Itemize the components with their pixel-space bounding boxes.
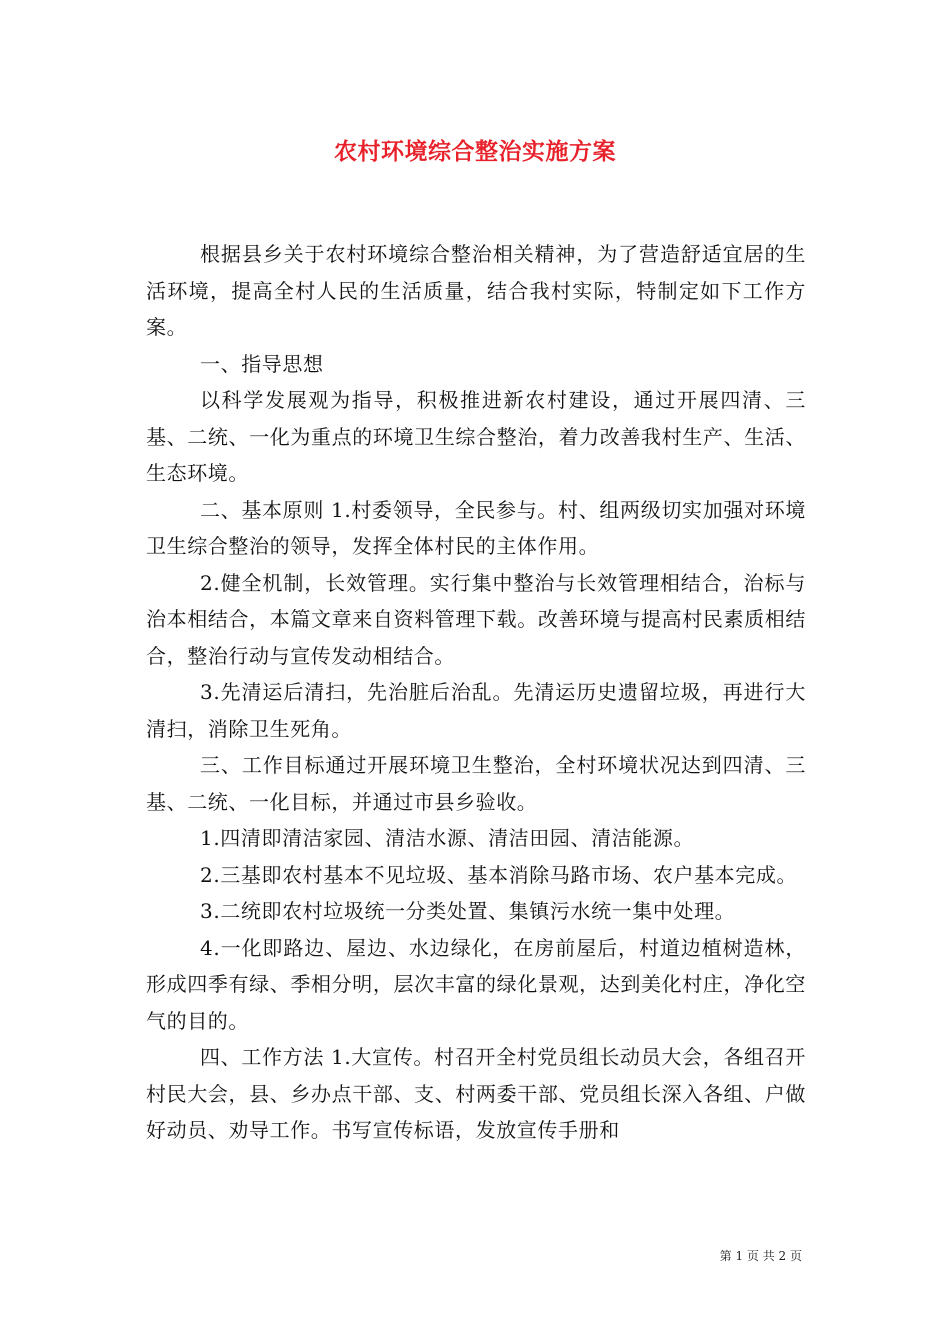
paragraph-basic-principles: 二、基本原则 1.村委领导，全民参与。村、组两级切实加强对环境卫生综合整治的领导，发挥全体村民的主体作用。 — [146, 497, 806, 558]
section-heading-guiding-ideology: 一、指导思想 — [200, 351, 324, 376]
paragraph-goal-1: 1.四清即清洁家园、清洁水源、清洁田园、清洁能源。 — [200, 826, 695, 850]
paragraph-work-goals: 三、工作目标通过开展环境卫生整治，全村环境状况达到四清、三基、二统、一化目标，并通过市县乡验收。 — [146, 753, 806, 814]
paragraph-guiding-ideology: 以科学发展观为指导，积极推进新农村建设，通过开展四清、三基、二统、一化为重点的环境卫生综合整治，着力改善我村生产、生活、生态环境。 — [146, 388, 806, 485]
document-body — [146, 236, 806, 1149]
paragraph-goal-4: 4.一化即路边、屋边、水边绿化，在房前屋后，村道边植树造林，形成四季有绿、季相分明，层次丰富的绿化景观，达到美化村庄，净化空气的目的。 — [146, 935, 806, 1033]
paragraph-work-methods: 四、工作方法 1.大宣传。村召开全村党员组长动员大会，各组召开村民大会，县、乡办点干部、支、村两委干部、党员组长深入各组、户做好动员、劝导工作。书写宣传标语，发放宣传手册和 — [146, 1045, 806, 1142]
page-number: 第 1 页 共 2 页 — [719, 1249, 802, 1263]
paragraph-principle-2: 2.健全机制，长效管理。实行集中整治与长效管理相结合，治标与治本相结合，本篇文章来自资料管理下载。改善环境与提高村民素质相结合，整治行动与宣传发动相结合。 — [146, 570, 806, 668]
paragraph-intro: 根据县乡关于农村环境综合整治相关精神，为了营造舒适宜居的生活环境，提高全村人民的生活质量，结合我村实际，特制定如下工作方案。 — [146, 242, 806, 339]
document-title: 农村环境综合整治实施方案 — [334, 138, 616, 165]
paragraph-goal-2: 2.三基即农村基本不见垃圾、基本消除马路市场、农户基本完成。 — [200, 862, 798, 887]
paragraph-principle-3: 3.先清运后清扫，先治脏后治乱。先清运历史遗留垃圾，再进行大清扫，消除卫生死角。 — [146, 680, 806, 741]
paragraph-goal-3: 3.二统即农村垃圾统一分类处置、集镇污水统一集中处理。 — [200, 899, 736, 923]
